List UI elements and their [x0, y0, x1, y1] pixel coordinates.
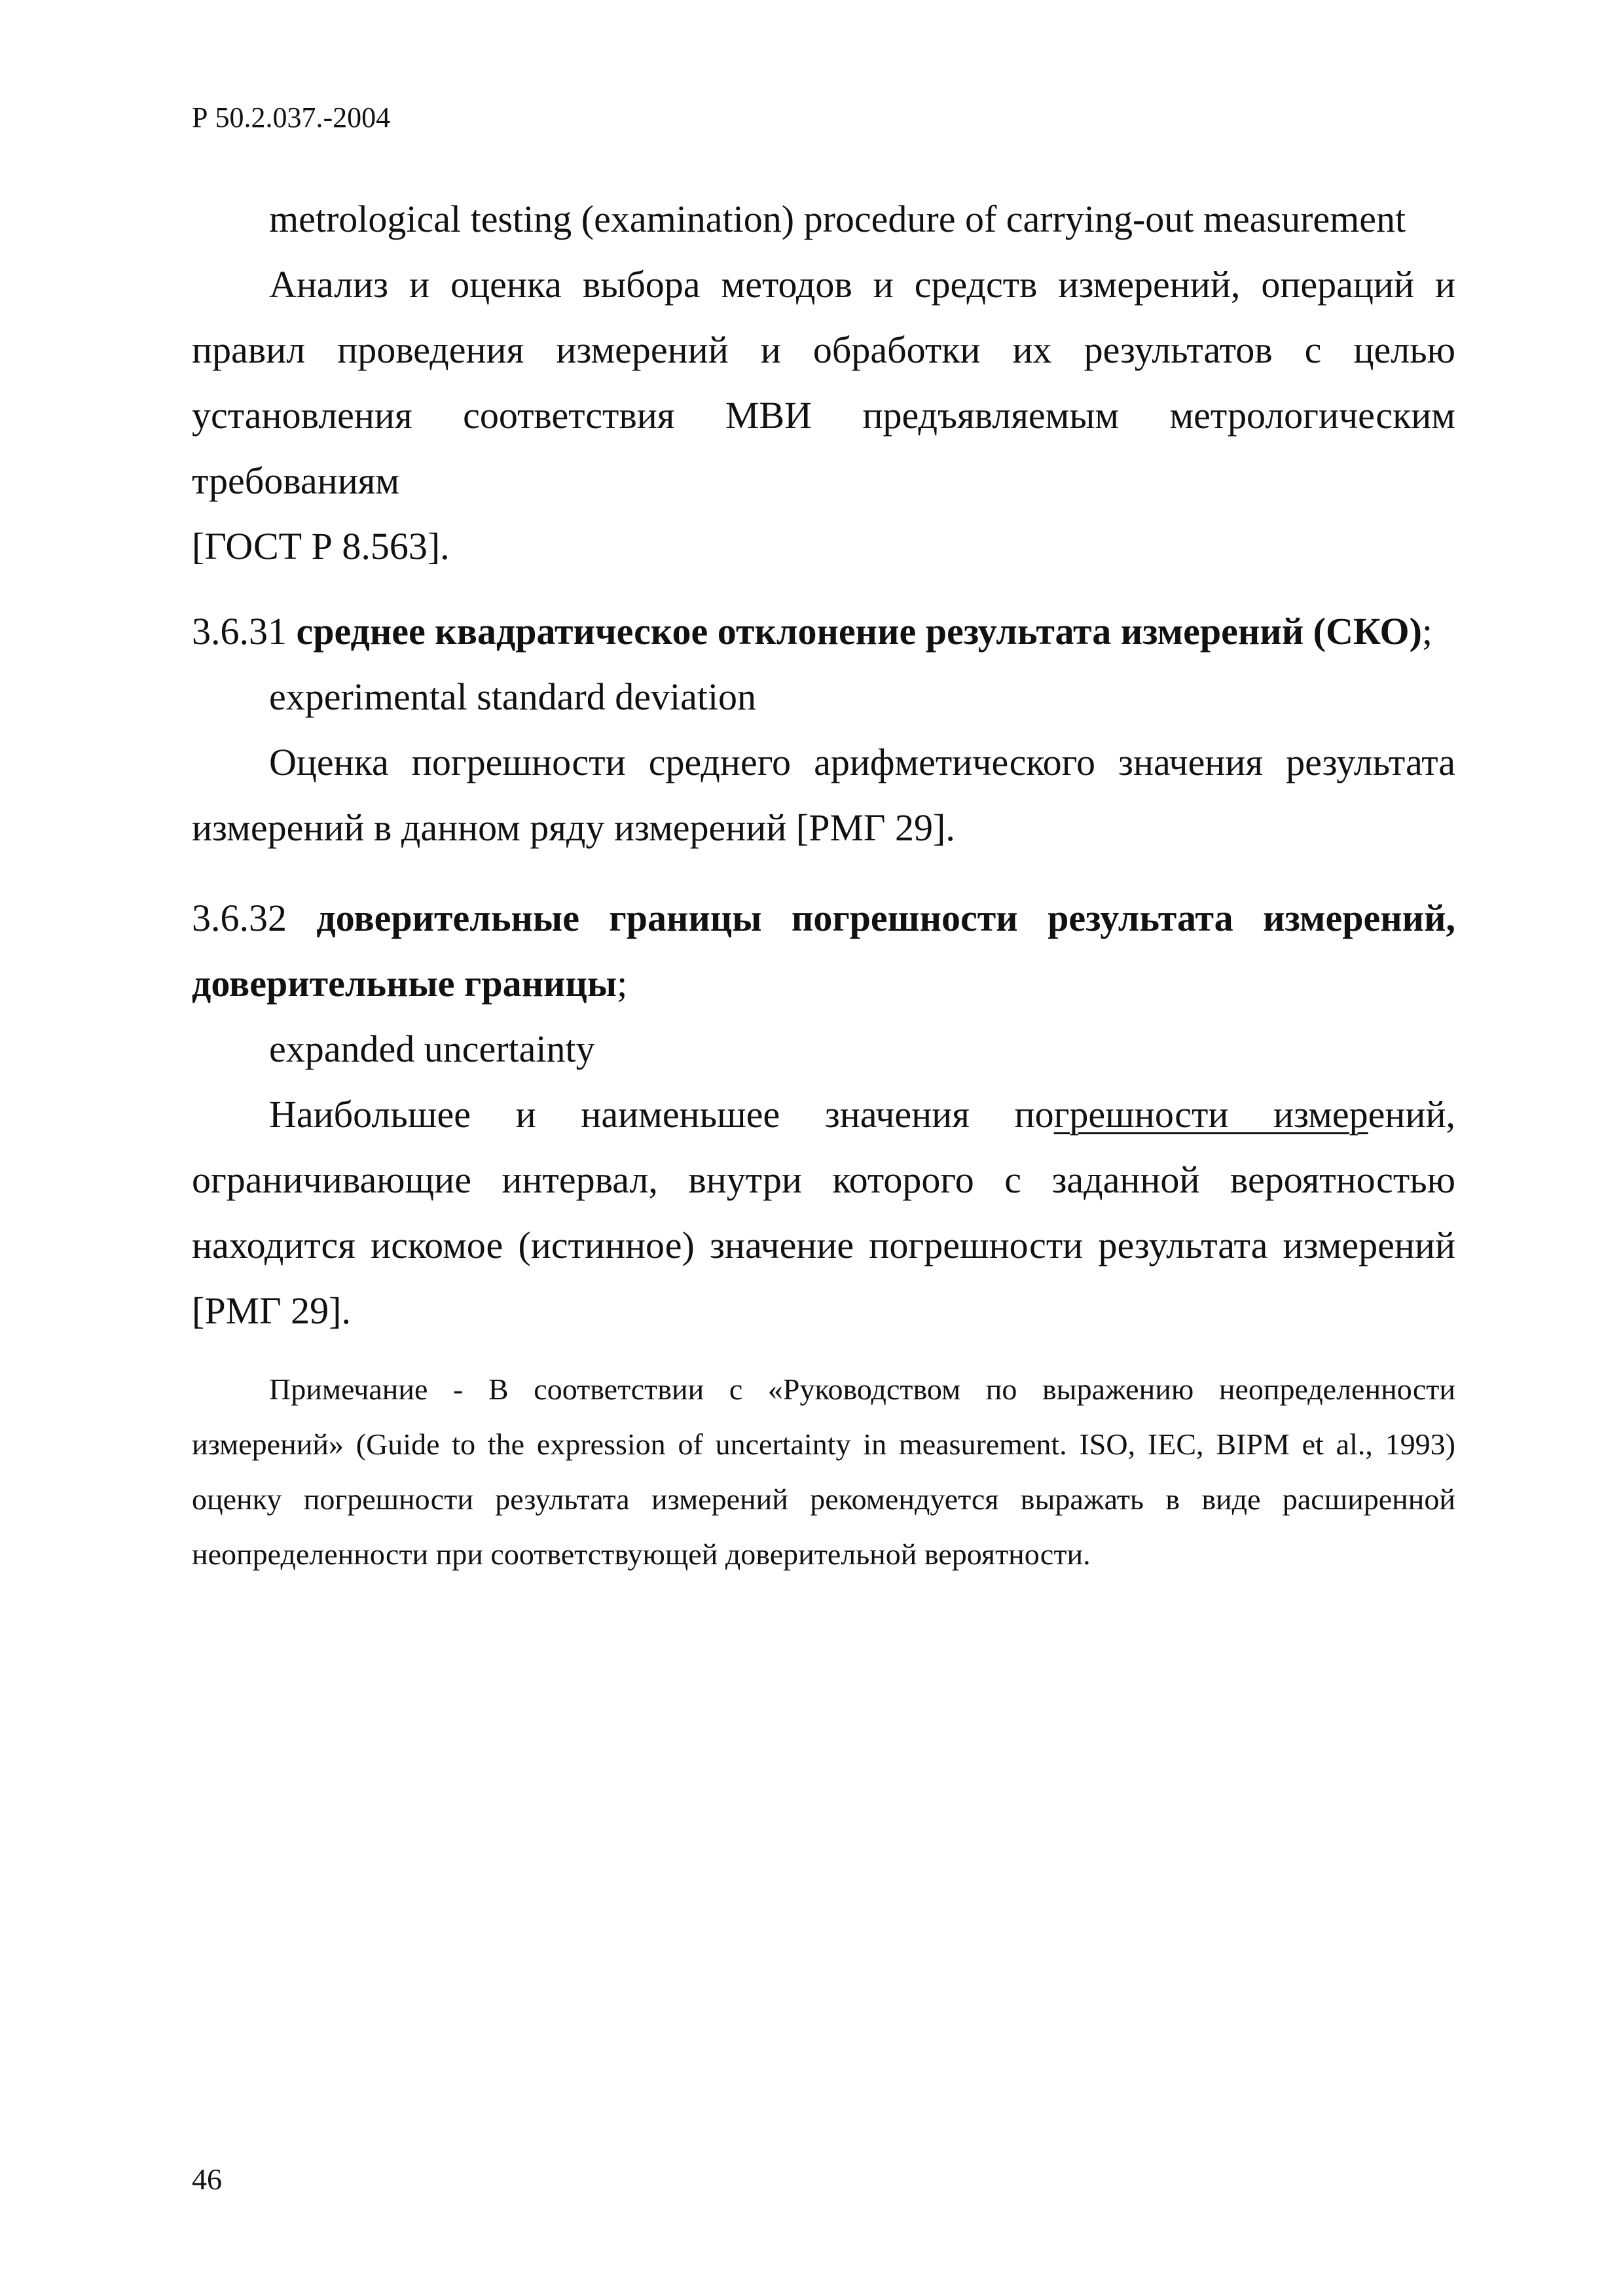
term-end-3632: ;	[617, 962, 628, 1005]
document-code-header: Р 50.2.037.-2004	[192, 101, 391, 134]
term-heading-3632-cont	[192, 951, 1455, 1016]
note-3632: Примечание - В соответствии с «Руководством по выражению неопределенности измерений» (Guide to the expression of uncertainty in measurement. ISO, IEC, BIPM et al., 1993) оценку погрешности результата измерений рекомендуется выражать в виде расширенной неопределенности при соответствующей доверительной вероятности.	[192, 1372, 1455, 1571]
term-heading-3631	[192, 599, 1455, 664]
term-title-3632-line1: доверительные границы погрешности результата измерений,	[316, 897, 1455, 939]
term-title-3632-line2: доверительные границы	[192, 962, 617, 1005]
term-end-3631: ;	[1421, 610, 1433, 653]
term-title-3631: среднее квадратическое отклонение результата измерений (СКО)	[296, 610, 1422, 653]
term-heading-3632	[192, 886, 1455, 951]
document-body	[192, 187, 1455, 1612]
english-term-3631: experimental standard deviation	[269, 675, 757, 718]
definition-3632-part2: ений, ограничивающие интервал, внутри которого с заданной вероятностью находится искомое (истинное) значение погрешности результата измерений [РМГ 29].	[192, 1093, 1455, 1332]
term-number-3632: 3.6.32	[192, 897, 287, 939]
definition-3631: Оценка погрешности среднего арифметического значения результата измерений в данном ряду измерений [РМГ 29].	[192, 741, 1455, 849]
definition-3632-underlined: грешности измер	[1053, 1093, 1368, 1136]
page-number: 46	[192, 2162, 222, 2196]
reference-prev: [ГОСТ Р 8.563].	[192, 525, 450, 567]
term-number-3631: 3.6.31	[192, 610, 287, 653]
english-term-3632: expanded uncertainty	[269, 1028, 595, 1070]
definition-3632-part1: Наибольшее и наименьшее значения по	[269, 1093, 1054, 1136]
definition-3632	[192, 1082, 1455, 1344]
definition-prev: Анализ и оценка выбора методов и средств измерений, операций и правил проведения измерений и обработки их результатов с целью установления соответствия МВИ предъявляемым метрологическим требованиям	[192, 263, 1455, 502]
english-term-prev: metrological testing (examination) procedure of carrying-out measurement	[269, 198, 1406, 240]
